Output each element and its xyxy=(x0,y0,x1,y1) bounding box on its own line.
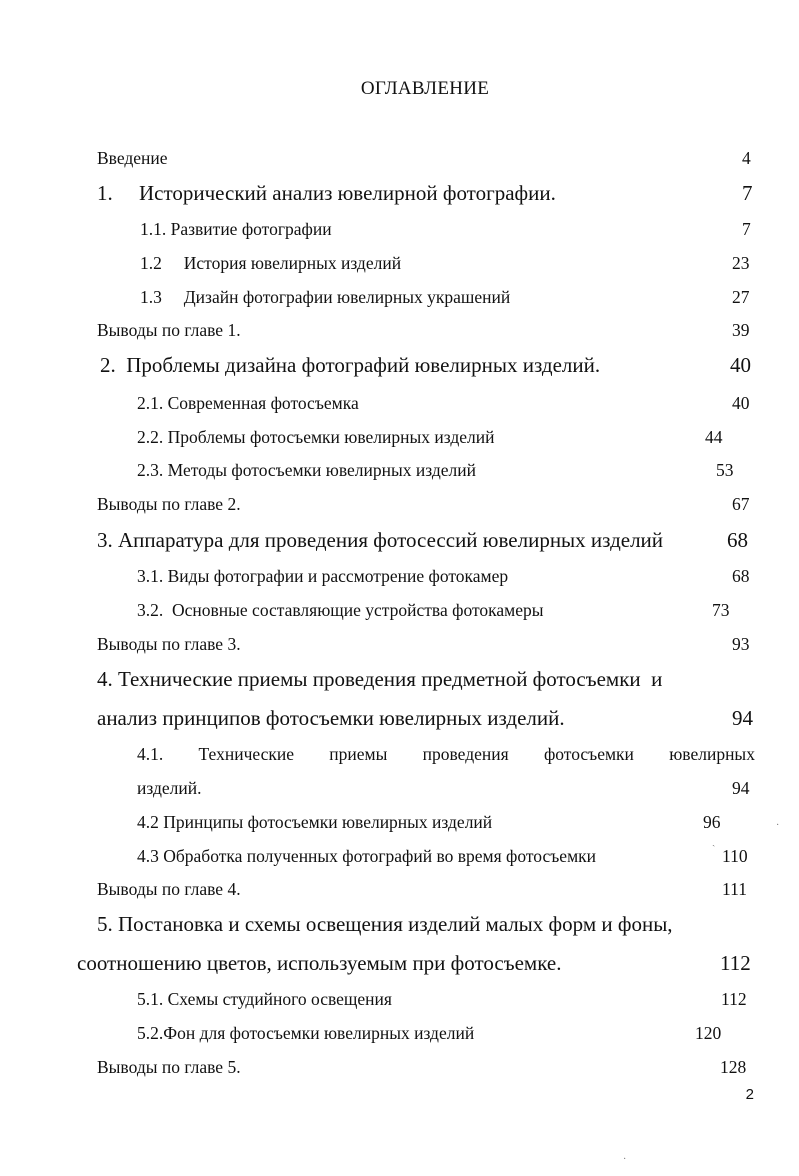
toc-word: фотосъемки xyxy=(543,744,634,764)
toc-section-label: 2.3. Методы фотосъемки ювелирных изделий xyxy=(137,460,476,480)
toc-section-page: 120 xyxy=(695,1023,722,1043)
toc-section-label: 1.2 История ювелирных изделий xyxy=(140,253,402,273)
toc-section-page: 40 xyxy=(732,393,750,413)
toc-chapter-page: 7 xyxy=(742,181,753,205)
toc-word: 4.1. xyxy=(137,744,164,764)
toc-title: ОГЛАВЛЕНИЕ xyxy=(360,78,490,99)
toc-chapter-label: соотношению цветов, используемым при фотосъемке. xyxy=(77,951,562,975)
toc-section-page: 112 xyxy=(721,989,747,1009)
toc-section-page: 110 xyxy=(722,846,748,866)
toc-section-page: 23 xyxy=(732,253,750,273)
toc-conclusion-page: 67 xyxy=(732,494,750,514)
toc-section-label: 4.2 Принципы фотосъемки ювелирных изделий xyxy=(137,812,493,832)
toc-section-page: 44 xyxy=(705,427,723,447)
toc-chapter-page: 40 xyxy=(730,353,751,377)
toc-section-label: 1.3 Дизайн фотографии ювелирных украшений xyxy=(140,287,511,307)
toc-section-label: 4.3 Обработка полученных фотографий во время фотосъемки xyxy=(137,846,597,866)
scan-speck: ˏ xyxy=(712,836,716,847)
toc-conclusion-label: Выводы по главе 5. xyxy=(97,1057,241,1077)
toc-entry-label: Введение xyxy=(97,148,168,168)
toc-section-page: 68 xyxy=(732,566,750,586)
toc-section-label: 5.2.Фон для фотосъемки ювелирных изделий xyxy=(137,1023,475,1043)
toc-section-page: 7 xyxy=(742,219,751,239)
toc-chapter-label: 5. Постановка и схемы освещения изделий малых форм и фоны, xyxy=(97,912,673,936)
toc-word: ювелирных xyxy=(669,744,755,764)
toc-word: проведения xyxy=(422,744,509,764)
toc-section-label: 3.1. Виды фотографии и рассмотрение фотокамер xyxy=(137,566,509,586)
toc-conclusion-label: Выводы по главе 1. xyxy=(97,320,241,340)
scan-speck: · xyxy=(623,1154,627,1165)
toc-conclusion-label: Выводы по главе 3. xyxy=(97,634,241,654)
toc-word: Технические xyxy=(198,744,294,764)
toc-chapter-page: 94 xyxy=(732,706,753,730)
toc-section-page: 73 xyxy=(712,600,730,620)
toc-section-label: 3.2. Основные составляющие устройства фотокамеры xyxy=(137,600,544,620)
toc-conclusion-page: 93 xyxy=(732,634,750,654)
toc-chapter-label: 3. Аппаратура для проведения фотосессий ювелирных изделий xyxy=(97,528,664,552)
toc-chapter-page: 112 xyxy=(720,951,751,975)
toc-section-label: 5.1. Схемы студийного освещения xyxy=(137,989,392,1009)
page-number: 2 xyxy=(745,1086,754,1103)
toc-word: приемы xyxy=(329,744,388,764)
toc-section-label: 2.2. Проблемы фотосъемки ювелирных изделий xyxy=(137,427,495,447)
toc-section-label: изделий. xyxy=(137,778,202,798)
toc-section-page: 94 xyxy=(732,778,750,798)
toc-chapter-label: анализ принципов фотосъемки ювелирных изделий. xyxy=(97,706,565,730)
toc-section-label: 1.1. Развитие фотографии xyxy=(140,219,332,239)
toc-conclusion-page: 39 xyxy=(732,320,750,340)
scan-speck: · xyxy=(776,820,780,831)
toc-chapter-label: 2. Проблемы дизайна фотографий ювелирных изделий. xyxy=(100,353,601,377)
toc-section-page: 96 xyxy=(703,812,721,832)
toc-section-page: 53 xyxy=(716,460,734,480)
toc-section-label: 2.1. Современная фотосъемка xyxy=(137,393,359,413)
toc-entry-page: 4 xyxy=(742,148,751,168)
toc-conclusion-page: 111 xyxy=(722,879,747,899)
toc-conclusion-label: Выводы по главе 4. xyxy=(97,879,241,899)
toc-conclusion-page: 128 xyxy=(720,1057,747,1077)
toc-conclusion-label: Выводы по главе 2. xyxy=(97,494,241,514)
toc-chapter-label: 4. Технические приемы проведения предметной фотосъемки и xyxy=(97,667,663,691)
toc-section-justified-line xyxy=(137,744,755,765)
toc-section-page: 27 xyxy=(732,287,750,307)
toc-chapter-page: 68 xyxy=(727,528,748,552)
toc-chapter-label: 1. Исторический анализ ювелирной фотографии. xyxy=(97,181,556,205)
